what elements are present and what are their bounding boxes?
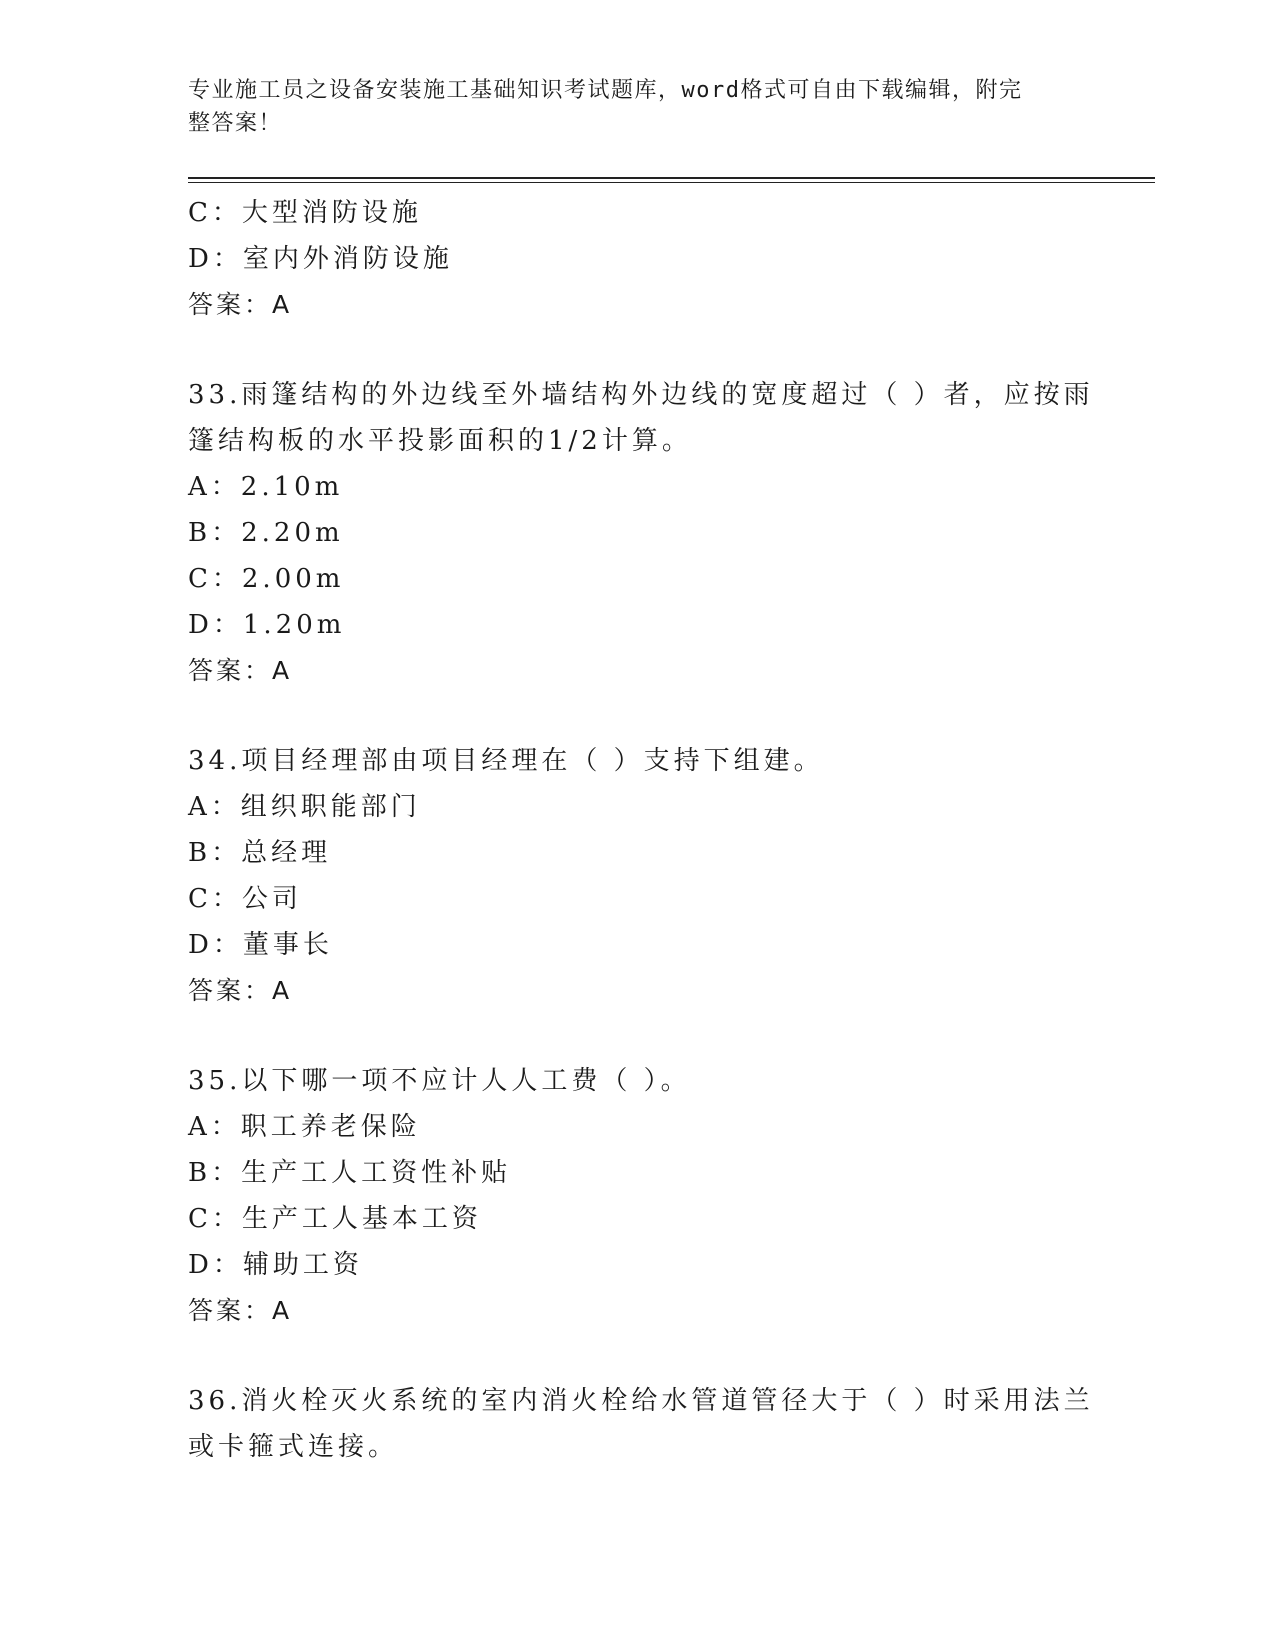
document-header xyxy=(188,74,1068,140)
q34-stem-line-1: 34.项目经理部由项目经理在（ ）支持下组建。 xyxy=(188,746,824,776)
q34-option-c: C：公司 xyxy=(188,884,302,914)
q36-stem-line-2: 或卡箍式连接。 xyxy=(188,1432,399,1462)
q36-stem-line-1: 36.消火栓灭火系统的室内消火栓给水管道管径大于（ ）时采用法兰 xyxy=(188,1386,1094,1416)
q35-option-d: D：辅助工资 xyxy=(188,1250,363,1280)
header-line-2: 整答案！ xyxy=(188,111,283,136)
header-line-1: 专业施工员之设备安装施工基础知识考试题库，word格式可自由下载编辑，附完 xyxy=(188,78,1023,103)
q35-answer: 答案：A xyxy=(188,1296,293,1325)
q35-option-b: B：生产工人工资性补贴 xyxy=(188,1158,512,1188)
q32-answer: 答案：A xyxy=(188,290,293,319)
q32-option-d: D：室内外消防设施 xyxy=(188,244,453,274)
header-divider xyxy=(188,177,1155,179)
q33-option-b: B：2.20m xyxy=(188,518,344,548)
q33-option-d: D：1.20m xyxy=(188,610,346,640)
q33-answer: 答案：A xyxy=(188,656,293,685)
q33-option-a: A：2.10m xyxy=(188,472,344,502)
q34-option-b: B：总经理 xyxy=(188,838,332,868)
q35-option-c: C：生产工人基本工资 xyxy=(188,1204,482,1234)
q34-answer: 答案：A xyxy=(188,976,293,1005)
q33-stem-line-2: 篷结构板的水平投影面积的1/2计算。 xyxy=(188,426,692,456)
q33-stem-line-1: 33.雨篷结构的外边线至外墙结构外边线的宽度超过（ ）者，应按雨 xyxy=(188,380,1094,410)
q33-option-c: C：2.00m xyxy=(188,564,345,594)
q35-option-a: A：职工养老保险 xyxy=(188,1112,421,1142)
q34-option-d: D：董事长 xyxy=(188,930,333,960)
question-list xyxy=(188,190,1094,1470)
q35-stem-line-1: 35.以下哪一项不应计人人工费（ ）。 xyxy=(188,1066,691,1096)
q34-option-a: A：组织职能部门 xyxy=(188,792,421,822)
q32-option-c: C：大型消防设施 xyxy=(188,198,422,228)
header-divider-thin xyxy=(188,182,1155,183)
